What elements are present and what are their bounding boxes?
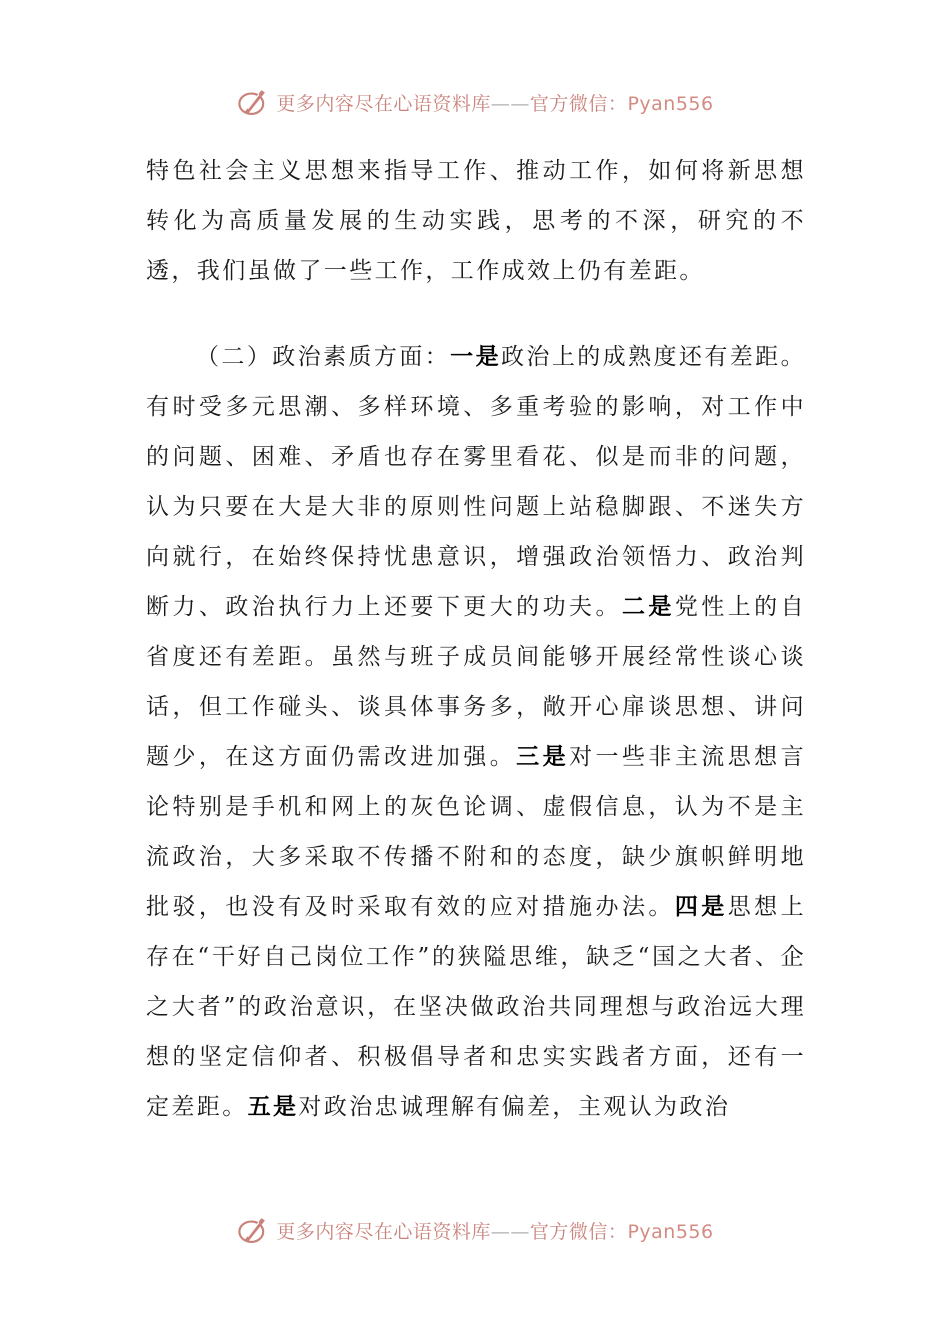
- point-4-text: 思想上存在“干好自己岗位工作”的狭隘思维，缺乏“国之大者、企之大者”的政治意识，在坚决做政治共同理想与政治远大理想的坚定信仰者、积极倡导者和忠实实践者方面，还有一定差距。: [146, 894, 807, 1120]
- paragraph-continuation: 特色社会主义思想来指导工作、推动工作，如何将新思想转化为高质量发展的生动实践，思考的不深，研究的不透，我们虽做了一些工作，工作成效上仍有差距。: [146, 158, 806, 284]
- watermark-dash: ——: [490, 1220, 530, 1243]
- point-3-text: 对一些非主流思想言论特别是手机和网上的灰色论调、虚假信息，认为不是主流政治，大多采取不传播不附和的态度，缺少旗帜鲜明地批驳，也没有及时采取有效的应对措施办法。: [146, 744, 806, 920]
- point-4-label: 四是: [674, 893, 728, 920]
- footer-watermark: [0, 1210, 950, 1250]
- paragraph-gap: [146, 296, 806, 332]
- watermark-text: [276, 1217, 713, 1244]
- watermark-contact-id: Pyan556: [627, 1220, 714, 1243]
- watermark-contact-label: 官方微信：: [529, 1220, 628, 1243]
- paragraph-political-quality: [146, 332, 806, 1132]
- watermark-brand: 更多内容尽在心语资料库: [276, 92, 491, 115]
- point-3-label: 三是: [516, 743, 570, 770]
- point-2-text: 党性上的自省度还有差距。虽然与班子成员间能够开展经常性谈心谈话，但工作碰头、谈具体事务多，敞开心扉谈思想、讲问题少，在这方面仍需改进加强。: [146, 594, 807, 770]
- point-2-label: 二是: [621, 593, 675, 620]
- section-heading: （二）政治素质方面：: [196, 344, 451, 370]
- watermark-text: [276, 89, 713, 116]
- document-body: [146, 146, 806, 1132]
- watermark-contact-id: Pyan556: [627, 92, 714, 115]
- watermark-brand: 更多内容尽在心语资料库: [276, 1220, 491, 1243]
- point-5-label: 五是: [247, 1093, 299, 1120]
- point-5-text: 对政治忠诚理解有偏差，主观认为政治: [298, 1094, 731, 1120]
- quill-pen-circle-icon: [236, 1213, 270, 1247]
- point-1-text: 政治上的成熟度还有差距。有时受多元思潮、多样环境、多重考验的影响，对工作中的问题、困难、矛盾也存在雾里看花、似是而非的问题，认为只要在大是大非的原则性问题上站稳脚跟、不迷失方向就行，在始终保持忧患意识，增强政治领悟力、政治判断力、政治执行力上还要下更大的功夫。: [146, 344, 806, 620]
- quill-pen-circle-icon: [236, 85, 270, 119]
- point-1-label: 一是: [450, 343, 502, 370]
- watermark-dash: ——: [490, 92, 530, 115]
- header-watermark: [0, 82, 950, 122]
- watermark-contact-label: 官方微信：: [529, 92, 628, 115]
